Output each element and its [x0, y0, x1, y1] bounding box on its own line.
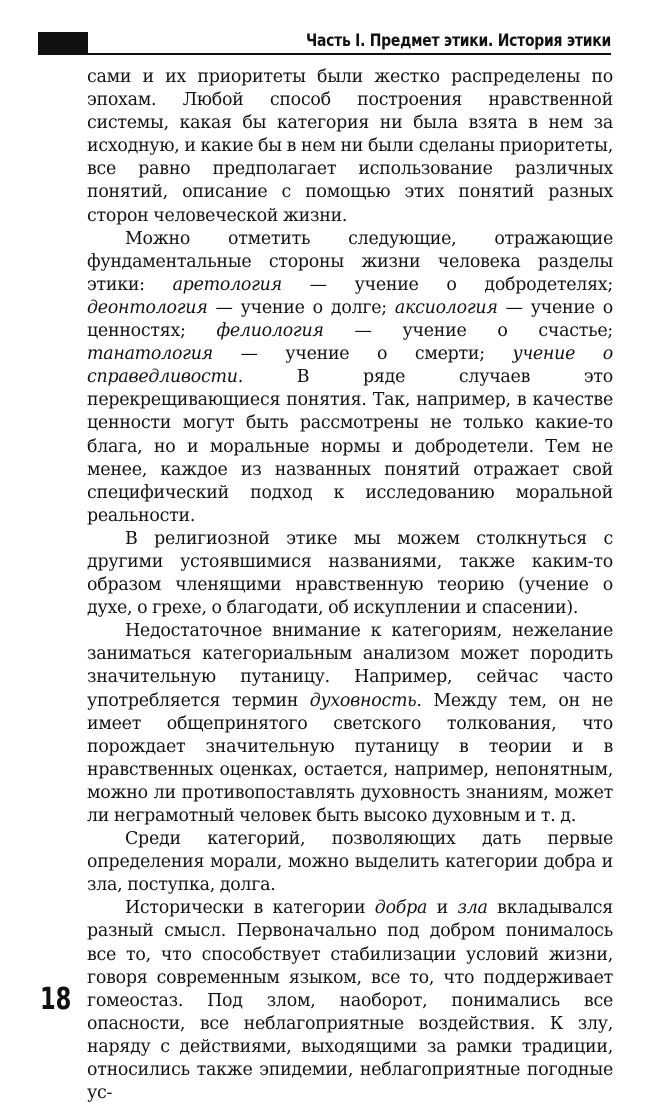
italic-term: аксиология [394, 297, 498, 318]
italic-term: учение о справедливости [87, 344, 613, 388]
body-text [87, 66, 613, 1105]
paragraph [87, 828, 613, 897]
page-number: 18 [40, 982, 72, 1017]
text-run: — учение о долге; [207, 297, 395, 318]
italic-term: духовность [309, 690, 417, 711]
paragraph [87, 620, 613, 828]
text-run: . Между тем, он не имеет общепринятого светского толкования, что порождает значительную путаницу в теории и в нравственных оценках, остается, например, непонятным, можно ли противопоставлять духовность знаниям, может ли неграмотный человек быть высоко духовным и т. д. [87, 690, 613, 826]
paragraph [87, 528, 613, 620]
paragraph [87, 228, 613, 528]
text-run: — учение о счастье; [323, 321, 614, 342]
text-run: Можно отметить следующие, отражающие фундаментальные стороны жизни человека разделы этики: [87, 228, 613, 295]
italic-term: аретология [172, 274, 282, 295]
text-run: — учение о ценностях; [87, 297, 613, 342]
italic-term: зла [457, 898, 488, 919]
text-run: Недостаточное внимание к категориям, нежелание заниматься категориальным анализом может породить значительную путаницу. Например, сейчас часто употребляется термин [87, 621, 613, 711]
italic-term: танатология [87, 344, 213, 365]
header-bar [38, 32, 88, 54]
header-rule [38, 53, 611, 55]
paragraph [87, 897, 613, 1105]
text-run: В религиозной этике мы можем столкнуться с другими устоявшимися названиями, также каким-то образом членящими нравственную теорию (учение о духе, о грехе, о благодати, об искуплении и спасении). [87, 528, 613, 619]
italic-term: деонтология [87, 297, 208, 318]
text-run: Среди категорий, позволяющих дать первые определения морали, можно выделить категории добра и зла, поступка, долга. [87, 829, 613, 896]
running-header: Часть I. Предмет этики. История этики [305, 31, 611, 51]
paragraph [87, 66, 613, 228]
text-run: . В ряде случаев это перекрещивающиеся понятия. Так, например, в качестве ценности могут быть рассмотрены не только какие-то блага, но и моральные нормы и добродетели. Тем не менее, каждое из названных понятий отражает свой специфический подход к исследованию моральной реальности. [87, 367, 613, 526]
text-run: сами и их приоритеты были жестко распределены по эпохам. Любой способ построения нравственной системы, какая бы категория ни была взята в нем за исходную, и какие бы в нем ни были сделаны приоритеты, все равно предполагает использование различных понятий, описание с помощью этих понятий разных сторон человеческой жизни. [87, 67, 613, 226]
text-run: и [427, 898, 458, 919]
text-run: — учение о добродетелях; [281, 274, 613, 295]
text-run: вкладывался разный смысл. Первоначально под добром понималось все то, что способствует стабилизации условий жизни, говоря современным языком, все то, что поддерживает гомеостаз. Под злом, наоборот, понимались все опасности, все неблагоприятные воздействия. К злу, наряду с действиями, выходящими за рамки традиции, относились также эпидемии, неблагоприятные погодные ус- [87, 898, 613, 1104]
text-run: Исторически в категории [125, 898, 375, 919]
italic-term: фелиология [216, 321, 324, 342]
italic-term: добра [374, 898, 428, 919]
text-run: — учение о смерти; [212, 344, 513, 365]
